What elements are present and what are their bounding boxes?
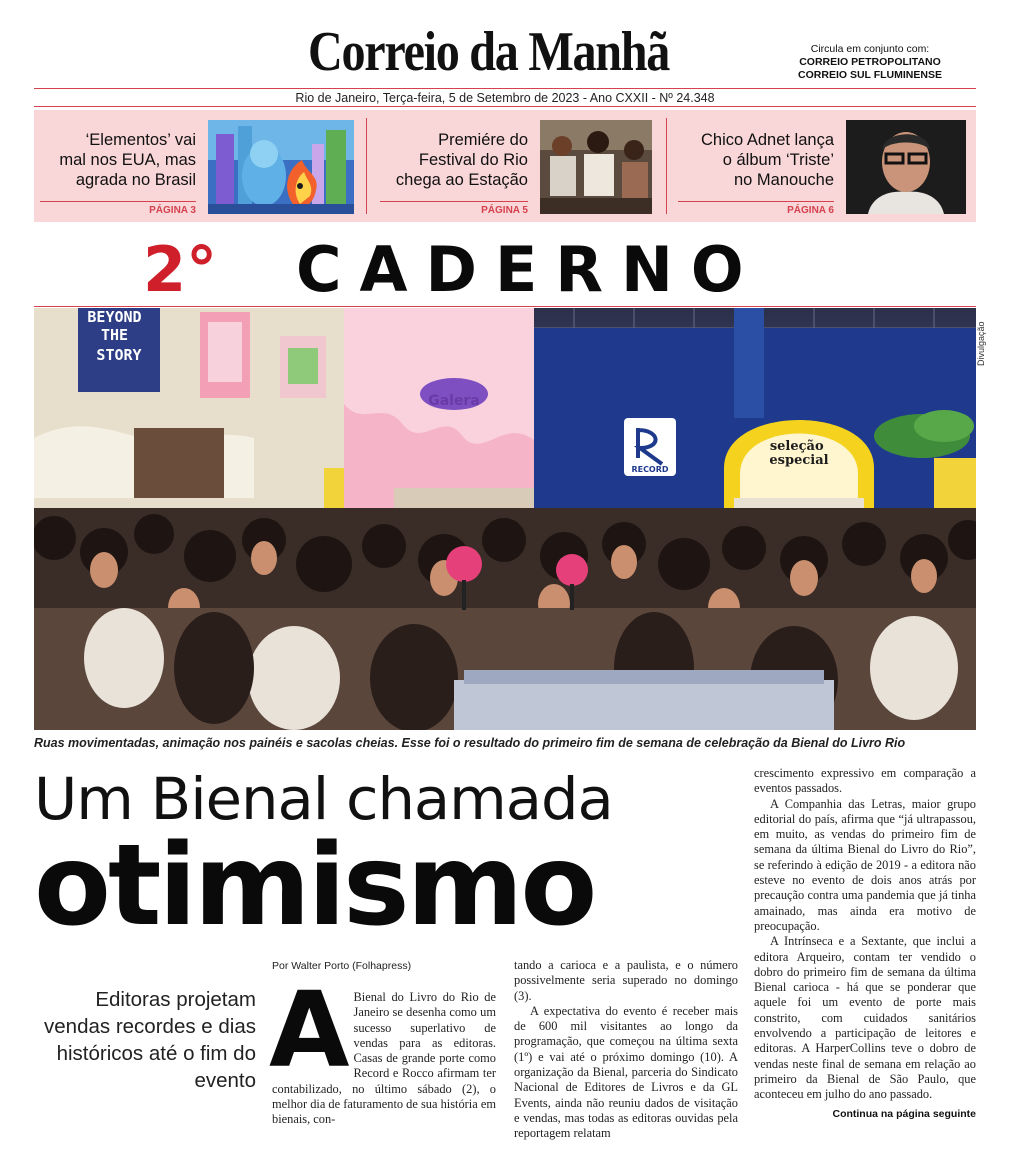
teaser-title: Chico Adnet lança o álbum ‘Triste’ no Manouche: [700, 131, 834, 189]
section-rule: [34, 306, 976, 307]
teaser-divider: [666, 118, 667, 214]
drop-cap: A: [269, 969, 350, 1091]
partner-paper-2: CORREIO SUL FLUMINENSE: [798, 69, 942, 81]
teaser-image-portrait: [846, 120, 966, 214]
headline-line-1: Um Bienal chamada: [34, 765, 613, 833]
article-column-2: [514, 958, 738, 1142]
article-paragraph: A Companhia das Letras, maior grupo editorial do país, afirma que “já ultrapassou, em muito, as vendas do primeiro fim de semana da última Bienal do Livro do Rio”, se referindo à edição de 2019 - a editora não esteve no evento de dois anos atrás por precaução contra uma pandemia que já tinha amainado, mas ainda era motivo de preocupação.: [754, 796, 976, 933]
article-paragraph: crescimento expressivo em comparação a eventos passados.: [754, 766, 976, 796]
dateline-rule: [34, 106, 976, 107]
teaser-rule: [40, 201, 196, 202]
circulation-label: Circula em conjunto com:: [810, 43, 930, 55]
teaser-title: Premiére do Festival do Rio chega ao Estação: [395, 131, 528, 189]
teaser-page-ref: PÁGINA 3: [149, 205, 196, 216]
byline: Por Walter Porto (Folhapress): [272, 960, 412, 972]
svg-text:Galera: Galera: [428, 393, 480, 409]
teaser-image-audience: [540, 120, 652, 214]
teaser-title: ‘Elementos’ vai mal nos EUA, mas agrada no Brasil: [59, 131, 196, 189]
section-name: CADERNO: [296, 233, 762, 306]
partner-paper-1: CORREIO PETROPOLITANO: [799, 56, 941, 68]
main-photo-bienal: [34, 308, 976, 730]
article-paragraph: A Intrínseca e a Sextante, que inclui a editora Arqueiro, contam ter vendido o dobro do primeiro fim de semana da última Bienal carioca - há que se ponderar que aquele foi um evento de porte mais constrito, com cuidados sanitários envolvendo a participação de leitores e editoras. A HarperCollins teve o dobro de vendas neste final de semana em relação ao primeiro da Bienal de São Paulo, que aconteceu em julho do ano passado.: [754, 934, 976, 1102]
article-deck: Editoras projetam vendas recordes e dias históricos até o fim do evento: [44, 988, 256, 1092]
newspaper-masthead: Correio da Manhã: [308, 21, 670, 83]
teaser-band: [34, 110, 976, 222]
teaser-page-ref: PÁGINA 6: [787, 205, 834, 216]
photo-caption: Ruas movimentadas, animação nos painéis e sacolas cheias. Esse foi o resultado do primeiro fim de semana de celebração da Bienal do Livro Rio: [34, 736, 906, 750]
article-paragraph: Bienal do Livro do Rio de Janeiro se desenha como um sucesso superlativo de vendas para as editoras. Casas de grande porte como Record e Rocco afirmam ter contabilizado, no último sábado (2), o melhor dia de faturamento de sua história em bienais, con-: [272, 990, 496, 1127]
circulation-note: [770, 43, 970, 82]
svg-text:BEYOND THE STORY: BEYOND THE STORY: [87, 308, 142, 364]
teaser-rule: [380, 201, 528, 202]
masthead-rule: [34, 88, 976, 89]
article-column-3: [754, 766, 976, 1103]
continued-link[interactable]: Continua na página seguinte: [832, 1108, 976, 1120]
article-paragraph: A expectativa do evento é receber mais de 600 mil visitantes ao longo da programação, que começou na última sexta (1º) e vai até o próximo domingo (10). A organização da Bienal, parceria do Sindicato Nacional de Editores de Livros e da GL Events, ainda não reuniu dados de visitação e vendas, mas todas as editoras ouvidas pela reportagem relatam: [514, 1003, 738, 1141]
teaser-rule: [678, 201, 834, 202]
dateline: Rio de Janeiro, Terça-feira, 5 de Setembro de 2023 - Ano CXXII - Nº 24.348: [295, 91, 715, 105]
teaser-chico-adnet[interactable]: [674, 110, 976, 222]
article-paragraph: tando a carioca e a paulista, e o número possivelmente seria superado no domingo (3).: [514, 958, 738, 1003]
svg-text:seleção especial: seleção especial: [769, 439, 829, 468]
photo-credit: Divulgação: [976, 321, 986, 366]
teaser-page-ref: PÁGINA 5: [481, 205, 528, 216]
teaser-image-animation: [208, 120, 354, 214]
svg-text:RECORD: RECORD: [631, 465, 669, 474]
article-column-1: [269, 969, 496, 1128]
section-number: 2°: [143, 233, 218, 306]
teaser-elementos[interactable]: [34, 110, 354, 222]
teaser-divider: [366, 118, 367, 214]
headline-line-2: otimismo: [34, 821, 595, 951]
teaser-festival-rio[interactable]: [374, 110, 654, 222]
